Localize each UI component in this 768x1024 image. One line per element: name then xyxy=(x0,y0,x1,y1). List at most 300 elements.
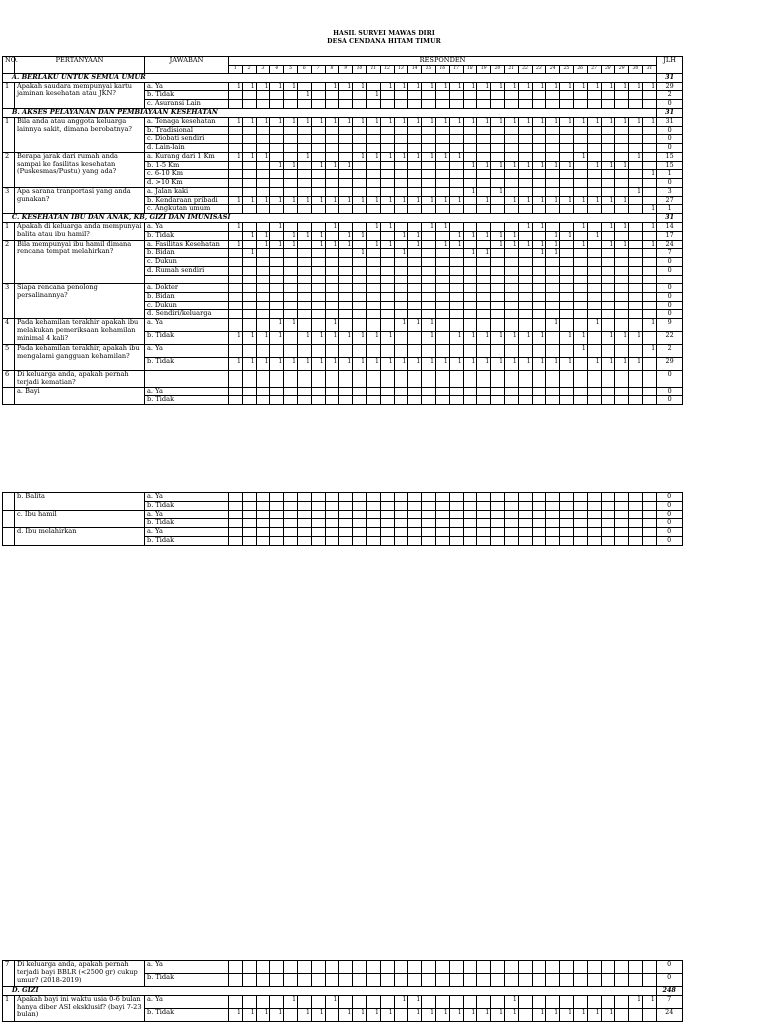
response-mark: 1 xyxy=(242,249,256,258)
response-mark: 1 xyxy=(573,222,587,231)
response-mark xyxy=(601,519,615,528)
response-mark xyxy=(546,100,560,109)
response-mark xyxy=(256,284,270,293)
response-mark xyxy=(339,371,353,388)
response-mark: 1 xyxy=(477,117,491,126)
response-mark: 1 xyxy=(573,82,587,91)
response-mark xyxy=(601,493,615,502)
response-mark xyxy=(615,126,629,135)
response-mark: 1 xyxy=(325,358,339,371)
response-mark: 1 xyxy=(325,196,339,205)
response-mark xyxy=(256,371,270,388)
response-mark xyxy=(353,396,367,405)
response-mark xyxy=(573,258,587,267)
response-mark xyxy=(311,292,325,301)
response-mark xyxy=(615,345,629,358)
response-mark xyxy=(284,345,298,358)
response-mark xyxy=(284,100,298,109)
response-mark xyxy=(270,91,284,100)
response-mark xyxy=(546,345,560,358)
response-mark xyxy=(353,179,367,188)
response-mark xyxy=(477,179,491,188)
question-text: Di keluarga anda, apakah pernah terjadi kematian? xyxy=(15,371,145,388)
response-mark xyxy=(297,170,311,179)
response-mark xyxy=(325,345,339,358)
row-total: 0 xyxy=(656,974,682,987)
response-mark xyxy=(504,310,518,319)
response-mark xyxy=(353,284,367,293)
response-mark xyxy=(573,231,587,240)
response-mark xyxy=(573,161,587,170)
response-mark xyxy=(284,91,298,100)
response-mark xyxy=(325,1008,339,1021)
row-total: 0 xyxy=(657,126,683,135)
answer-option: b. Tidak xyxy=(145,332,229,345)
response-mark xyxy=(422,187,436,196)
response-mark xyxy=(629,510,643,519)
response-mark xyxy=(353,961,367,974)
response-mark: 1 xyxy=(394,319,408,332)
response-mark xyxy=(615,319,629,332)
row-total: 0 xyxy=(657,144,683,153)
response-mark xyxy=(284,266,298,275)
response-mark xyxy=(256,249,270,258)
section-label: D. GIZI xyxy=(3,987,657,996)
response-mark xyxy=(394,258,408,267)
response-mark xyxy=(311,82,325,91)
question-number: 1 xyxy=(3,117,15,152)
response-mark xyxy=(532,387,546,396)
response-mark: 1 xyxy=(504,161,518,170)
response-mark xyxy=(380,179,394,188)
response-mark: 1 xyxy=(587,231,601,240)
response-mark: 1 xyxy=(560,1008,574,1021)
response-mark xyxy=(380,371,394,388)
response-mark xyxy=(229,258,243,267)
response-mark xyxy=(491,126,505,135)
response-mark xyxy=(449,170,463,179)
response-mark xyxy=(615,387,629,396)
no-cell xyxy=(3,528,15,546)
answer-option: c. 6-10 Km xyxy=(145,170,229,179)
response-mark: 1 xyxy=(325,332,339,345)
response-mark: 1 xyxy=(477,332,491,345)
respondent-number: 9 xyxy=(339,65,353,73)
response-mark xyxy=(560,319,574,332)
response-mark: 1 xyxy=(366,332,380,345)
response-mark xyxy=(325,371,339,388)
response-mark: 1 xyxy=(339,82,353,91)
answer-option: a. Ya xyxy=(145,510,229,519)
response-mark xyxy=(601,528,615,537)
response-mark xyxy=(366,387,380,396)
response-mark xyxy=(491,196,505,205)
response-mark xyxy=(463,100,477,109)
response-mark xyxy=(491,519,505,528)
response-mark: 1 xyxy=(629,332,643,345)
response-mark xyxy=(229,501,243,510)
response-mark xyxy=(642,528,656,537)
response-mark xyxy=(518,301,532,310)
response-mark xyxy=(629,196,643,205)
response-mark xyxy=(422,396,436,405)
response-mark xyxy=(394,974,408,987)
respondent-number: 31 xyxy=(642,65,656,73)
sub-question: a. Bayi xyxy=(15,387,145,405)
response-mark xyxy=(546,387,560,396)
response-mark xyxy=(615,528,629,537)
question-text: Pada kehamilan terakhir apakah ibu melakukan pemeriksaan kehamilan minimal 4 kali? xyxy=(15,319,145,345)
response-mark xyxy=(394,292,408,301)
response-mark xyxy=(449,179,463,188)
response-mark xyxy=(463,995,477,1008)
response-mark xyxy=(270,961,284,974)
question-text: Di keluarga anda, apakah pernah terjadi bayi BBLR (<2500 gr) cukup umur? (2018-2019) xyxy=(15,961,145,987)
response-mark xyxy=(642,1008,656,1021)
response-mark xyxy=(394,135,408,144)
response-mark: 1 xyxy=(408,319,422,332)
response-mark xyxy=(297,222,311,231)
response-mark xyxy=(560,519,574,528)
response-mark xyxy=(284,396,298,405)
response-mark xyxy=(380,319,394,332)
response-mark xyxy=(615,144,629,153)
response-mark: 1 xyxy=(229,82,243,91)
response-mark: 1 xyxy=(477,231,491,240)
response-mark xyxy=(284,332,298,345)
respondent-number: 6 xyxy=(297,65,311,73)
response-mark xyxy=(518,371,532,388)
response-mark xyxy=(366,231,380,240)
response-mark xyxy=(297,240,311,249)
respondent-number: 7 xyxy=(311,65,325,73)
section-total: 31 xyxy=(657,73,683,82)
response-mark xyxy=(615,536,629,545)
response-mark xyxy=(546,510,560,519)
response-mark xyxy=(642,974,656,987)
response-mark xyxy=(297,319,311,332)
response-mark xyxy=(629,161,643,170)
response-mark xyxy=(463,222,477,231)
response-mark: 1 xyxy=(380,82,394,91)
response-mark xyxy=(311,100,325,109)
response-mark xyxy=(463,205,477,214)
response-mark xyxy=(229,266,243,275)
response-mark: 1 xyxy=(311,240,325,249)
response-mark xyxy=(518,310,532,319)
response-mark xyxy=(518,387,532,396)
response-mark xyxy=(325,501,339,510)
response-mark xyxy=(311,91,325,100)
response-mark: 1 xyxy=(560,117,574,126)
row-total: 15 xyxy=(657,152,683,161)
response-mark xyxy=(242,371,256,388)
response-mark xyxy=(353,319,367,332)
response-mark xyxy=(242,292,256,301)
response-mark xyxy=(435,387,449,396)
row-total: 2 xyxy=(657,91,683,100)
response-mark xyxy=(573,266,587,275)
response-mark xyxy=(546,961,560,974)
response-mark xyxy=(615,995,629,1008)
response-mark xyxy=(256,493,270,502)
response-mark xyxy=(504,974,518,987)
response-mark xyxy=(366,292,380,301)
response-mark xyxy=(297,179,311,188)
row-total: 24 xyxy=(657,240,683,249)
response-mark: 1 xyxy=(504,240,518,249)
response-mark xyxy=(229,231,243,240)
response-mark xyxy=(270,519,284,528)
response-mark xyxy=(491,371,505,388)
section-total: 31 xyxy=(657,109,683,118)
response-mark xyxy=(587,135,601,144)
response-mark xyxy=(297,284,311,293)
row-total: 17 xyxy=(657,231,683,240)
response-mark xyxy=(615,1008,629,1021)
response-mark: 1 xyxy=(325,117,339,126)
response-mark xyxy=(297,501,311,510)
response-mark: 1 xyxy=(284,161,298,170)
response-mark: 1 xyxy=(463,1008,477,1021)
answer-option: b. Tidak xyxy=(145,91,229,100)
response-mark xyxy=(366,519,380,528)
response-mark xyxy=(325,387,339,396)
response-mark xyxy=(297,387,311,396)
response-mark xyxy=(573,170,587,179)
response-mark xyxy=(615,510,629,519)
response-mark: 1 xyxy=(242,152,256,161)
response-mark xyxy=(491,501,505,510)
response-mark xyxy=(242,170,256,179)
response-mark xyxy=(229,301,243,310)
response-mark xyxy=(325,144,339,153)
response-mark xyxy=(408,170,422,179)
response-mark xyxy=(491,536,505,545)
response-mark: 1 xyxy=(270,196,284,205)
response-mark xyxy=(587,179,601,188)
row-total: 7 xyxy=(657,249,683,258)
response-mark xyxy=(353,187,367,196)
response-mark: 1 xyxy=(587,161,601,170)
response-mark xyxy=(256,126,270,135)
response-mark xyxy=(311,501,325,510)
response-mark xyxy=(629,371,643,388)
response-mark xyxy=(532,126,546,135)
response-mark xyxy=(242,519,256,528)
response-mark xyxy=(532,152,546,161)
response-mark xyxy=(353,536,367,545)
response-mark: 1 xyxy=(463,187,477,196)
response-mark xyxy=(270,231,284,240)
response-mark xyxy=(504,319,518,332)
respondent-number: 24 xyxy=(546,65,560,73)
response-mark xyxy=(615,493,629,502)
response-mark xyxy=(380,100,394,109)
response-mark xyxy=(477,152,491,161)
response-mark xyxy=(615,205,629,214)
response-mark xyxy=(504,275,518,284)
response-mark xyxy=(422,240,436,249)
row-total: 0 xyxy=(657,371,683,388)
response-mark xyxy=(380,493,394,502)
response-mark xyxy=(477,493,491,502)
response-mark xyxy=(642,144,656,153)
response-mark xyxy=(256,266,270,275)
row-total: 0 xyxy=(657,179,683,188)
response-mark xyxy=(629,100,643,109)
response-mark xyxy=(546,301,560,310)
response-mark xyxy=(449,258,463,267)
response-mark xyxy=(422,387,436,396)
response-mark xyxy=(394,345,408,358)
response-mark xyxy=(353,266,367,275)
response-mark xyxy=(532,179,546,188)
response-mark: 1 xyxy=(449,82,463,91)
response-mark: 1 xyxy=(408,82,422,91)
response-mark xyxy=(642,275,656,284)
response-mark xyxy=(629,1008,643,1021)
response-mark xyxy=(284,519,298,528)
response-mark xyxy=(518,519,532,528)
no-cell xyxy=(3,510,15,528)
response-mark: 1 xyxy=(353,196,367,205)
response-mark xyxy=(284,536,298,545)
response-mark xyxy=(587,126,601,135)
response-mark: 1 xyxy=(229,117,243,126)
response-mark xyxy=(601,187,615,196)
response-mark: 1 xyxy=(339,231,353,240)
response-mark xyxy=(449,275,463,284)
response-mark xyxy=(504,187,518,196)
response-mark xyxy=(601,258,615,267)
response-mark xyxy=(546,284,560,293)
response-mark: 1 xyxy=(311,332,325,345)
response-mark: 1 xyxy=(353,1008,367,1021)
response-mark: 1 xyxy=(615,222,629,231)
response-mark xyxy=(311,222,325,231)
response-mark xyxy=(573,301,587,310)
response-mark xyxy=(435,179,449,188)
response-mark xyxy=(394,493,408,502)
response-mark xyxy=(435,249,449,258)
response-mark xyxy=(339,222,353,231)
response-mark: 1 xyxy=(532,222,546,231)
response-mark xyxy=(311,961,325,974)
response-mark: 1 xyxy=(463,249,477,258)
answer-option: d. Rumah sendiri xyxy=(145,266,229,275)
response-mark: 1 xyxy=(587,1008,601,1021)
response-mark xyxy=(629,319,643,332)
response-mark xyxy=(477,205,491,214)
response-mark xyxy=(394,519,408,528)
response-mark xyxy=(642,135,656,144)
response-mark xyxy=(339,170,353,179)
response-mark xyxy=(532,310,546,319)
response-mark xyxy=(463,266,477,275)
response-mark xyxy=(518,135,532,144)
response-mark xyxy=(573,187,587,196)
response-mark: 1 xyxy=(297,91,311,100)
response-mark xyxy=(270,152,284,161)
respondent-number: 26 xyxy=(573,65,587,73)
response-mark xyxy=(256,275,270,284)
response-mark xyxy=(504,528,518,537)
response-mark xyxy=(422,310,436,319)
response-mark xyxy=(297,301,311,310)
response-mark xyxy=(380,126,394,135)
response-mark xyxy=(422,144,436,153)
response-mark xyxy=(587,510,601,519)
response-mark: 1 xyxy=(256,358,270,371)
response-mark xyxy=(284,493,298,502)
response-mark xyxy=(532,510,546,519)
response-mark xyxy=(573,126,587,135)
response-mark xyxy=(642,536,656,545)
response-mark xyxy=(642,493,656,502)
question-text: Apakah bayi ini waktu usia 0-6 bulan hanya diber ASI eksklusif? (bayi 7-23 bulan) xyxy=(15,995,145,1021)
response-mark xyxy=(408,501,422,510)
response-mark xyxy=(270,310,284,319)
response-mark: 1 xyxy=(229,196,243,205)
response-mark xyxy=(532,301,546,310)
response-mark xyxy=(353,222,367,231)
response-mark xyxy=(242,387,256,396)
response-mark: 1 xyxy=(491,161,505,170)
response-mark xyxy=(325,170,339,179)
response-mark: 1 xyxy=(491,332,505,345)
response-mark xyxy=(256,222,270,231)
respondent-number: 10 xyxy=(353,65,367,73)
row-total: 0 xyxy=(657,396,683,405)
response-mark xyxy=(587,205,601,214)
response-mark xyxy=(353,995,367,1008)
response-mark: 1 xyxy=(270,332,284,345)
row-total: 29 xyxy=(657,82,683,91)
response-mark xyxy=(325,249,339,258)
response-mark xyxy=(297,371,311,388)
response-mark xyxy=(491,205,505,214)
response-mark xyxy=(297,135,311,144)
response-mark xyxy=(284,258,298,267)
response-mark xyxy=(270,144,284,153)
response-mark xyxy=(325,301,339,310)
response-mark xyxy=(477,345,491,358)
row-total: 0 xyxy=(657,284,683,293)
response-mark xyxy=(284,144,298,153)
response-mark xyxy=(256,536,270,545)
row-total: 0 xyxy=(656,493,682,502)
answer-option: b. Tidak xyxy=(145,536,229,545)
response-mark xyxy=(449,91,463,100)
response-mark xyxy=(435,536,449,545)
response-mark xyxy=(270,179,284,188)
response-mark xyxy=(435,258,449,267)
response-mark xyxy=(242,222,256,231)
response-mark xyxy=(615,179,629,188)
response-mark xyxy=(297,258,311,267)
response-mark: 1 xyxy=(615,240,629,249)
response-mark xyxy=(518,205,532,214)
answer-option: a. Kurang dari 1 Km xyxy=(145,152,229,161)
response-mark: 1 xyxy=(615,161,629,170)
response-mark xyxy=(229,292,243,301)
response-mark xyxy=(560,536,574,545)
response-mark xyxy=(339,493,353,502)
respondent-number: 16 xyxy=(435,65,449,73)
response-mark: 1 xyxy=(325,161,339,170)
response-mark xyxy=(532,135,546,144)
